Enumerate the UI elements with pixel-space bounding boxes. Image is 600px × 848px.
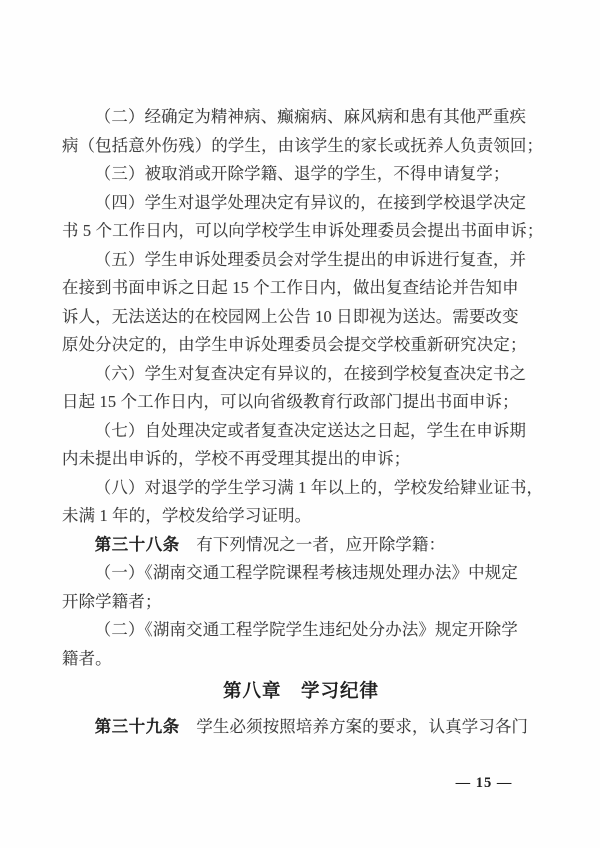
text-line: 开除学籍者；	[62, 591, 162, 611]
text-line: （五）学生申诉处理委员会对学生提出的申诉进行复查，并	[94, 249, 527, 269]
text-line: 原处分决定的，由学生申诉处理委员会提交学校重新研究决定；	[62, 335, 527, 354]
text-line: 第三十九条 学生必须按照培养方案的要求，认真学习各门	[94, 716, 529, 736]
text-line: 日起 15 个工作日内，可以向省级教育行政部门提出书面申诉；	[62, 392, 519, 411]
text-line: （四）学生对退学处理决定有异议的，在接到学校退学决定	[94, 192, 527, 212]
chapter-heading: 第八章 学习纪律	[222, 680, 379, 701]
text-line: （二）《湖南交通工程学院学生违纪处分办法》规定开除学	[94, 620, 518, 639]
article-number: 第三十九条	[94, 717, 180, 736]
text-line: 病（包括意外伤残）的学生，由该学生的家长或抚养人负责领回；	[62, 135, 544, 155]
text-line: 第三十八条 有下列情况之一者，应开除学籍：	[94, 534, 446, 554]
text-line: （一）《湖南交通工程学院课程考核违规处理办法》中规定	[94, 563, 518, 582]
article-number: 第三十八条	[94, 535, 180, 554]
text-line: 在接到书面申诉之日起 15 个工作日内，做出复查结论并告知申	[62, 278, 519, 297]
text-line: （七）自处理决定或者复查决定送达之日起，学生在申诉期	[94, 420, 527, 440]
text-line: 籍者。	[62, 648, 112, 668]
document-body	[62, 103, 544, 741]
text-line: 内未提出申诉的，学校不再受理其提出的申诉；	[62, 449, 411, 468]
text-line: 书 5 个工作日内，可以向学校学生申诉处理委员会提出书面申诉；	[62, 221, 544, 240]
text-line: 未满 1 年的，学校发给学习证明。	[62, 506, 312, 525]
text-line: （八）对退学的学生学习满 1 年以上的，学校发给肄业证书，	[94, 477, 544, 497]
text-line: 诉人，无法送达的在校园网上公告 10 日即视为送达。需要改变	[62, 306, 519, 326]
text-line: （六）学生对复查决定有异议的，在接到学校复查决定书之	[94, 363, 527, 383]
page-number: — 15 —	[455, 775, 513, 791]
text-line: （三）被取消或开除学籍、退学的学生，不得申请复学；	[94, 164, 510, 183]
text-line: （二）经确定为精神病、癫痫病、麻风病和患有其他严重疾	[94, 107, 527, 126]
